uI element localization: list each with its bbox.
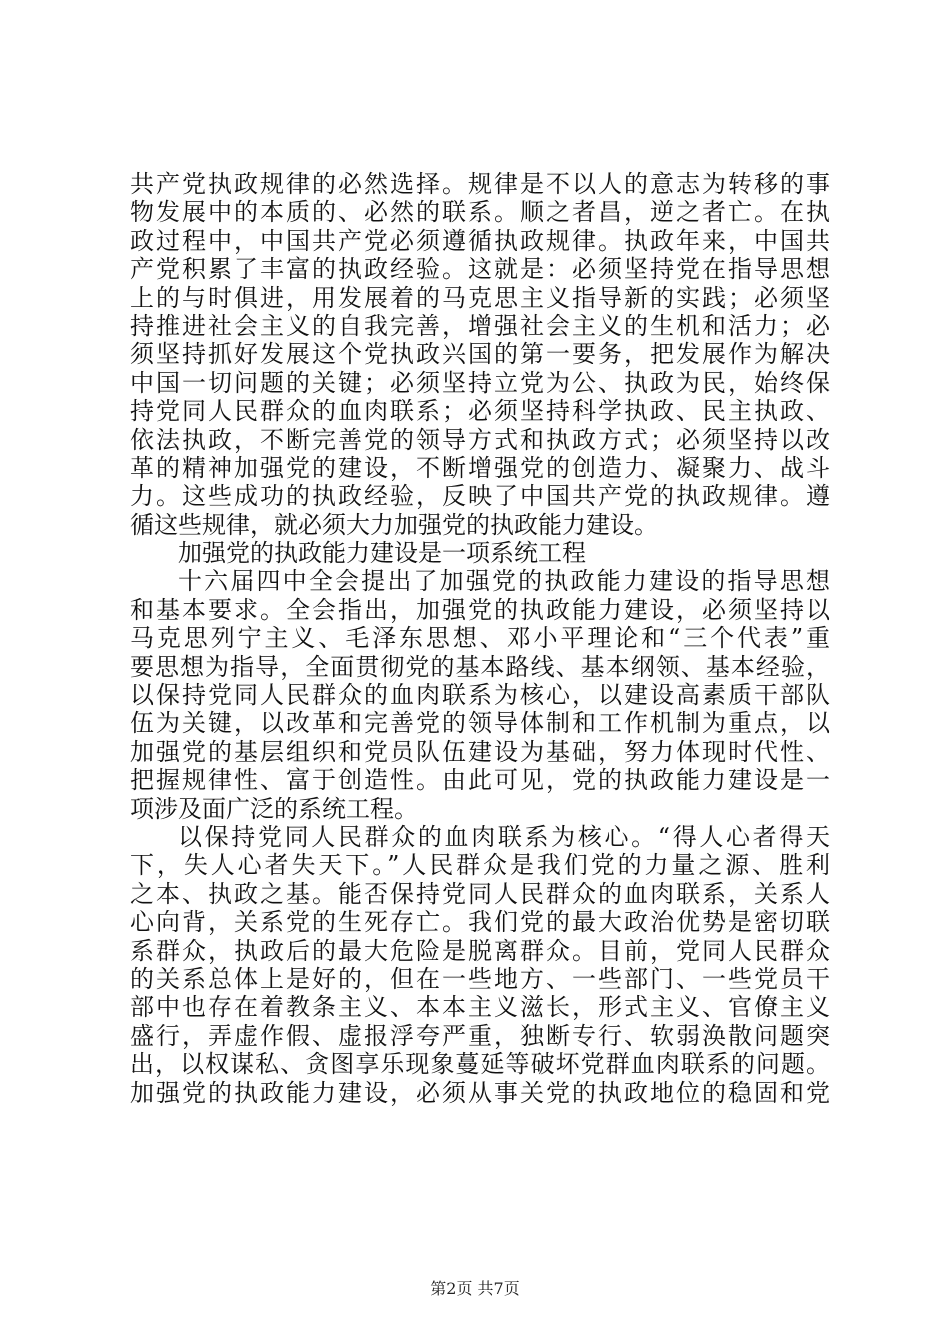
text-line: 部中也存在着教条主义、本本主义滋长，形式主义、官僚主义: [130, 993, 830, 1022]
text-line: 循这些规律，就必须大力加强党的执政能力建设。: [130, 510, 658, 539]
text-line: 依法执政，不断完善党的领导方式和执政方式；必须坚持以改: [130, 425, 830, 454]
text-line: 中国一切问题的关键；必须坚持立党为公、执政为民，始终保: [130, 368, 830, 397]
text-line: 心向背，关系党的生死存亡。我们党的最大政治优势是密切联: [130, 908, 830, 937]
text-line: 的关系总体上是好的，但在一些地方、一些部门、一些党员干: [130, 964, 830, 993]
text-line: 系群众，执政后的最大危险是脱离群众。目前，党同人民群众: [130, 936, 830, 965]
text-line: 持党同人民群众的血肉联系；必须坚持科学执政、民主执政、: [130, 397, 830, 426]
paragraph: [130, 823, 830, 1107]
text-line: 力。这些成功的执政经验，反映了中国共产党的执政规律。遵: [130, 482, 830, 511]
text-line: 之本、执政之基。能否保持党同人民群众的血肉联系，关系人: [130, 879, 830, 908]
body-text: [130, 170, 830, 1107]
paragraph: [130, 567, 830, 823]
text-line: 以保持党同人民群众的血肉联系为核心，以建设高素质干部队: [130, 681, 830, 710]
text-line: 项涉及面广泛的系统工程。: [130, 794, 418, 823]
text-line: 加强党的执政能力建设是一项系统工程: [178, 539, 586, 568]
text-line: 盛行，弄虚作假、虚报浮夸严重，独断专行、软弱涣散问题突: [130, 1021, 830, 1050]
text-line: 要思想为指导，全面贯彻党的基本路线、基本纲领、基本经验，: [130, 652, 830, 681]
text-line: 加强党的基层组织和党员队伍建设为基础，努力体现时代性、: [130, 737, 830, 766]
text-line: 以保持党同人民群众的血肉联系为核心。“得人心者得天: [178, 822, 830, 851]
text-line: 和基本要求。全会指出，加强党的执政能力建设，必须坚持以: [130, 595, 830, 624]
text-line: 出，以权谋私、贪图享乐现象蔓延等破坏党群血肉联系的问题。: [130, 1050, 830, 1079]
text-line: 共产党执政规律的必然选择。规律是不以人的意志为转移的事: [130, 170, 830, 198]
text-line: 十六届四中全会提出了加强党的执政能力建设的指导思想: [178, 567, 830, 596]
text-line: 马克思列宁主义、毛泽东思想、邓小平理论和“三个代表”重: [130, 624, 830, 653]
text-line: 物发展中的本质的、必然的联系。顺之者昌，逆之者亡。在执: [130, 198, 830, 227]
text-line: 革的精神加强党的建设，不断增强党的创造力、凝聚力、战斗: [130, 453, 830, 482]
text-line: 把握规律性、富于创造性。由此可见，党的执政能力建设是一: [130, 766, 830, 795]
text-line: 政过程中，中国共产党必须遵循执政规律。执政年来，中国共: [130, 226, 830, 255]
text-line: 加强党的执政能力建设，必须从事关党的执政地位的稳固和党: [130, 1078, 830, 1107]
text-line: 下，失人心者失天下。”人民群众是我们党的力量之源、胜利: [130, 851, 830, 880]
text-line: 持推进社会主义的自我完善，增强社会主义的生机和活力；必: [130, 311, 830, 340]
paragraph: [130, 539, 830, 567]
text-line: 须坚持抓好发展这个党执政兴国的第一要务，把发展作为解决: [130, 340, 830, 369]
paragraph: [130, 170, 830, 539]
text-line: 伍为关键，以改革和完善党的领导体制和工作机制为重点，以: [130, 709, 830, 738]
text-line: 上的与时俱进，用发展着的马克思主义指导新的实践；必须坚: [130, 283, 830, 312]
text-line: 产党积累了丰富的执政经验。这就是：必须坚持党在指导思想: [130, 255, 830, 284]
page-footer: 第2页 共7页: [430, 1279, 520, 1298]
